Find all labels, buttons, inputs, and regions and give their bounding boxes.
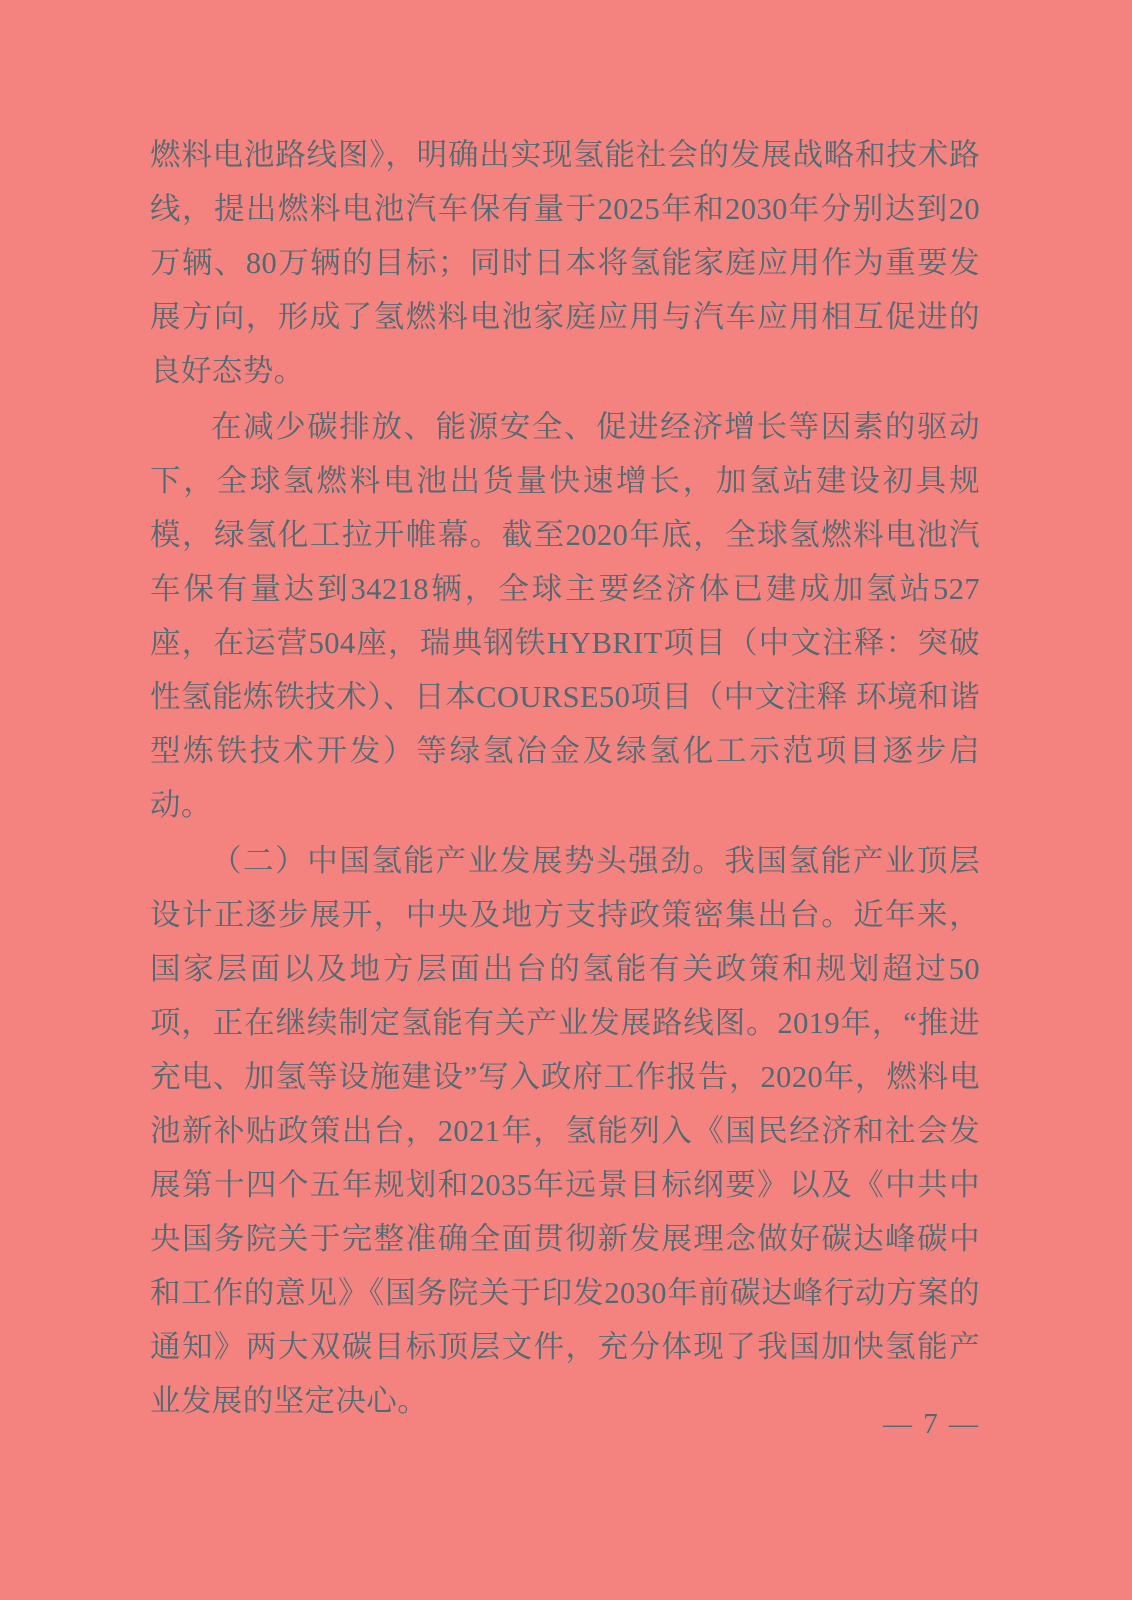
page-body (150, 128, 980, 1430)
paragraph-china-momentum: （二）中国氢能产业发展势头强劲。我国氢能产业顶层设计正逐步展开，中央及地方支持政策密集出台。近年来，国家层面以及地方层面出台的氢能有关政策和规划超过50项，正在继续制定氢能有关产业发展路线图。2019年，“推进充电、加氢等设施建设”写入政府工作报告，2020年，燃料电池新补贴政策出台，2021年，氢能列入《国民经济和社会发展第十四个五年规划和2035年远景目标纲要》以及《中共中央国务院关于完整准确全面贯彻新发展理念做好碳达峰碳中和工作的意见》《国务院关于印发2030年前碳达峰行动方案的通知》两大双碳目标顶层文件，充分体现了我国加快氢能产业发展的坚定决心。 (150, 844, 980, 1418)
page-number: — 7 — (883, 1408, 980, 1440)
paragraph-fuel-cell-roadmap: 燃料电池路线图》，明确出实现氢能社会的发展战略和技术路线，提出燃料电池汽车保有量于2025年和2030年分别达到20万辆、80万辆的目标；同时日本将氢能家庭应用作为重要发展方向，形成了氢燃料电池家庭应用与汽车应用相互促进的良好态势。 (150, 138, 980, 388)
paragraph-global-shipments: 在减少碳排放、能源安全、促进经济增长等因素的驱动下，全球氢燃料电池出货量快速增长，加氢站建设初具规模，绿氢化工拉开帷幕。截至2020年底，全球氢燃料电池汽车保有量达到34218辆，全球主要经济体已建成加氢站527座，在运营504座，瑞典钢铁HYBRIT项目（中文注释：突破性氢能炼铁技术）、日本COURSE50项目（中文注释 环境和谐型炼铁技术开发）等绿氢冶金及绿氢化工示范项目逐步启动。 (150, 410, 980, 822)
